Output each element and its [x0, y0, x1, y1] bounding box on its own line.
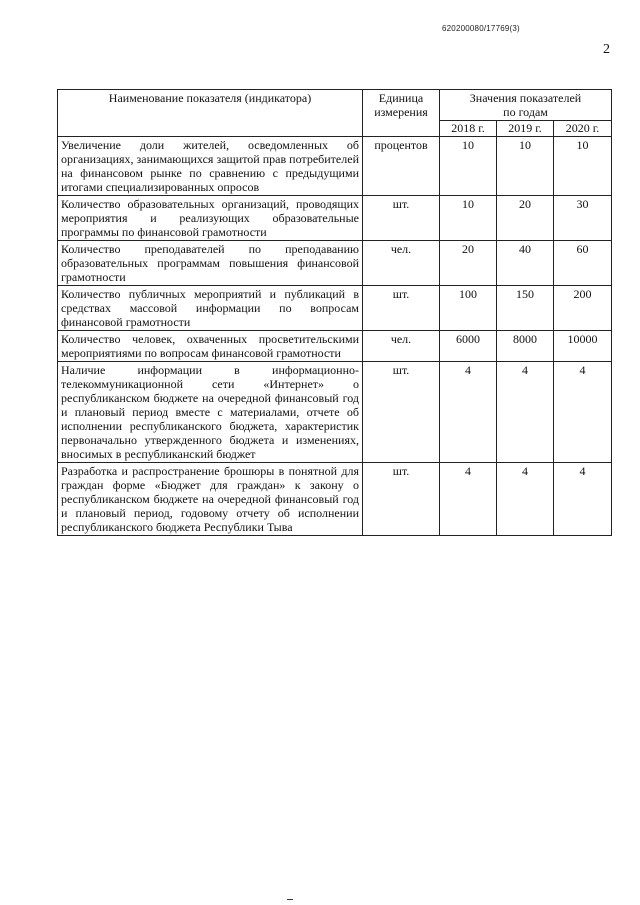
row-indicator-name: Количество публичных мероприятий и публикаций в средствах массовой информации по вопросам финансовой грамотности — [58, 286, 363, 331]
row-indicator-name: Наличие информации в информационно-телекоммуникационной сети «Интернет» о республиканском бюджете на очередной финансовый год и плановый период вместе с материалами, отчете об исполнении республиканского бюджета, характеристик первоначально утвержденного бюджета и изменениях, вносимых в республиканский бюджет — [58, 362, 363, 463]
row-indicator-name: Увеличение доли жителей, осведомленных об организациях, занимающихся защитой прав потребителей на финансовом рынке по сравнению с предыдущими итогами специализированных опросов — [58, 137, 363, 196]
row-indicator-name: Количество преподавателей по преподаванию образовательных программам повышения финансовой грамотности — [58, 241, 363, 286]
table-row — [58, 463, 612, 536]
header-year-2019: 2019 г. — [497, 121, 554, 137]
row-value-2020: 60 — [554, 241, 612, 286]
row-value-2018: 6000 — [440, 331, 497, 362]
table-row — [58, 331, 612, 362]
header-unit — [363, 90, 440, 137]
row-unit: чел. — [363, 331, 440, 362]
row-value-2020: 4 — [554, 463, 612, 536]
page-number: 2 — [603, 42, 610, 57]
row-value-2018: 20 — [440, 241, 497, 286]
row-value-2019: 40 — [497, 241, 554, 286]
row-value-2018: 100 — [440, 286, 497, 331]
table-row — [58, 196, 612, 241]
row-value-2020: 200 — [554, 286, 612, 331]
header-values-line1: Значения показателей — [469, 91, 582, 105]
row-value-2018: 10 — [440, 137, 497, 196]
table-row — [58, 286, 612, 331]
row-value-2019: 20 — [497, 196, 554, 241]
row-unit: шт. — [363, 196, 440, 241]
header-unit-line1: Единица — [378, 91, 424, 105]
row-value-2020: 30 — [554, 196, 612, 241]
row-value-2020: 10 — [554, 137, 612, 196]
header-year-2018: 2018 г. — [440, 121, 497, 137]
header-values-line2: по годам — [503, 105, 548, 119]
row-value-2019: 150 — [497, 286, 554, 331]
row-unit: шт. — [363, 286, 440, 331]
row-value-2019: 8000 — [497, 331, 554, 362]
row-value-2019: 10 — [497, 137, 554, 196]
table-header-row — [58, 90, 612, 121]
row-indicator-name: Количество образовательных организаций, проводящих мероприятия и реализующих образовательные программы по финансовой грамотности — [58, 196, 363, 241]
table-row — [58, 241, 612, 286]
row-unit: шт. — [363, 362, 440, 463]
header-year-2020: 2020 г. — [554, 121, 612, 137]
row-unit: чел. — [363, 241, 440, 286]
header-indicator-name: Наименование показателя (индикатора) — [58, 90, 363, 137]
row-indicator-name: Разработка и распространение брошюры в понятной для граждан форме «Бюджет для граждан» к закону о республиканском бюджете на очередной финансовый год и плановый период, годовому отчету об исполнении республиканского бюджета Республики Тыва — [58, 463, 363, 536]
document-code: 620200080/17769(3) — [442, 24, 520, 33]
table-row — [58, 137, 612, 196]
row-unit: шт. — [363, 463, 440, 536]
row-value-2018: 4 — [440, 463, 497, 536]
row-value-2020: 4 — [554, 362, 612, 463]
row-value-2019: 4 — [497, 362, 554, 463]
row-value-2020: 10000 — [554, 331, 612, 362]
indicators-table — [57, 89, 612, 536]
row-value-2019: 4 — [497, 463, 554, 536]
row-value-2018: 10 — [440, 196, 497, 241]
row-unit: процентов — [363, 137, 440, 196]
row-indicator-name: Количество человек, охваченных просветительскими мероприятиями по вопросам финансовой грамотности — [58, 331, 363, 362]
header-unit-line2: измерения — [374, 105, 428, 119]
header-values — [440, 90, 612, 121]
table-row — [58, 362, 612, 463]
row-value-2018: 4 — [440, 362, 497, 463]
footer-dash-mark — [287, 899, 293, 900]
